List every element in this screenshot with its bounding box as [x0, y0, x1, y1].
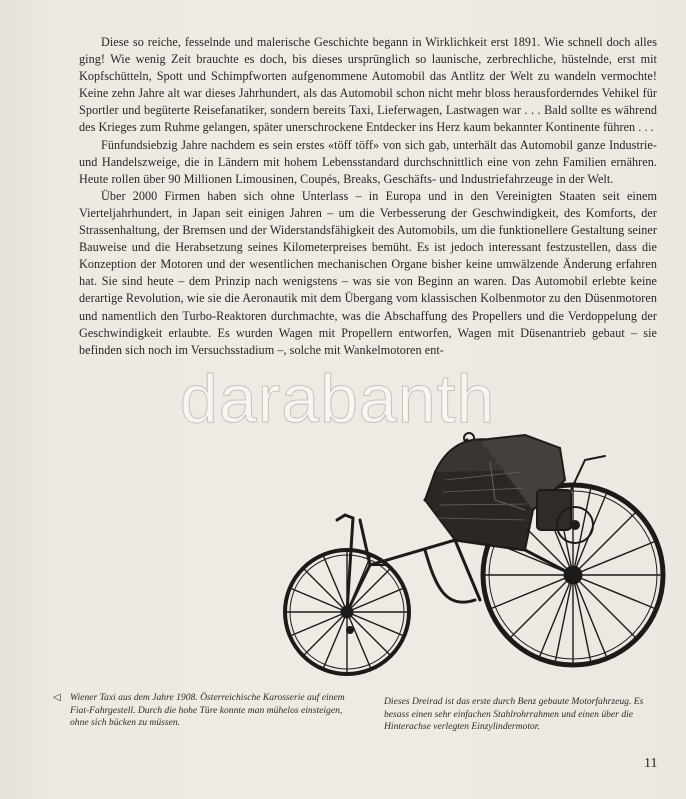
watermark-text: darabanth [180, 361, 496, 437]
page-number: 11 [644, 756, 658, 771]
benz-tricycle-illustration [275, 400, 670, 690]
caption-left [53, 692, 346, 730]
caption-arrow-icon: ◁ [53, 692, 61, 703]
paragraph-2: Fünfundsiebzig Jahre nachdem es sein erstes «töff töff» von sich gab, unterhält das Automobil ganze Industrie- und Handelszweige, die in Ländern mit hohem Lebensstandard durchschnittlich eine von zehn Familien ernähren. Heute rollen über 90 Millionen Limousinen, Coupés, Breaks, Geschäfts- und Industriefahrzeuge in der Welt. [79, 137, 657, 186]
paragraph-1: Diese so reiche, fesselnde und malerische Geschichte begann in Wirklichkeit erst 1891. Wie schnell doch alles ging! Wie wenig Zeit brauchte es doch, bis dieses ursprünglich so launische, zerbrechliche, hüstelnde, erst mit Kopfschütteln, Spott und Schimpfworten aufgenommene Automobil das Antlitz der Welt zu wandeln vermochte! Keine zehn Jahre alt war dieses Jahrhundert, als das Automobil schon nicht mehr bloss herausforderndes Vehikel für Sportler und begüterte Reisefanatiker, sondern bereits Taxi, Lieferwagen, Lastwagen war . . . Bald sollte es während des Krieges zum Ruhme gelangen, später unerschrockene Entdecker ins Herz kaum bekannter Kontinente führen . . . [79, 35, 657, 135]
caption-left-text: Wiener Taxi aus dem Jahre 1908. Österreichische Karosserie auf einem Fiat-Fahrgestell. Durch die hohe Türe konnte man mühelos einsteigen, ohne sich bücken zu müssen. [70, 692, 345, 729]
paragraph-3: Über 2000 Firmen haben sich ohne Unterlass – in Europa und in den Vereinigten Staaten seit einem Vierteljahrhundert, in Japan seit einigen Jahren – um die Verbesserung der Geschwindigkeit, des Komforts, der Strassenhaltung, der Bremsen und der Widerstandsfähigkeit des Automobils, um die funktionellere Gestaltung seiner Bauweise und die Herabsetzung seines Kilometerpreises bemüht. Es ist jedoch interessant festzustellen, dass die Konzeption der Motoren und der wesentlichen mechanischen Organe bisher keine umwälzende Änderung erfahren hat. Sie sind heute – dem Prinzip nach wenigstens – was sie von Beginn an waren. Das Automobil erlebte keine derartige Revolution, wie sie die Aeronautik mit dem Übergang vom klassischen Kolbenmotor zu den Düsenmotoren und namentlich den Turbo-Reaktoren durchmachte, was die Abschaffung des Propellers und die Verdoppelung der Geschwindigkeit erlaubte. Es wurden Wagen mit Propellern entworfen, Wagen mit Düsenantrieb gebaut – sie befinden sich noch im Versuchsstadium –, solche mit Wankelmotoren ent- [79, 188, 657, 357]
body-text [79, 34, 657, 359]
caption-right: Dieses Dreirad ist das erste durch Benz gebaute Motorfahrzeug. Es besass einen sehr einfachen Stahlrohrrahmen und einen über die Hinterachse verlegten Einzylindermotor. [384, 696, 644, 733]
